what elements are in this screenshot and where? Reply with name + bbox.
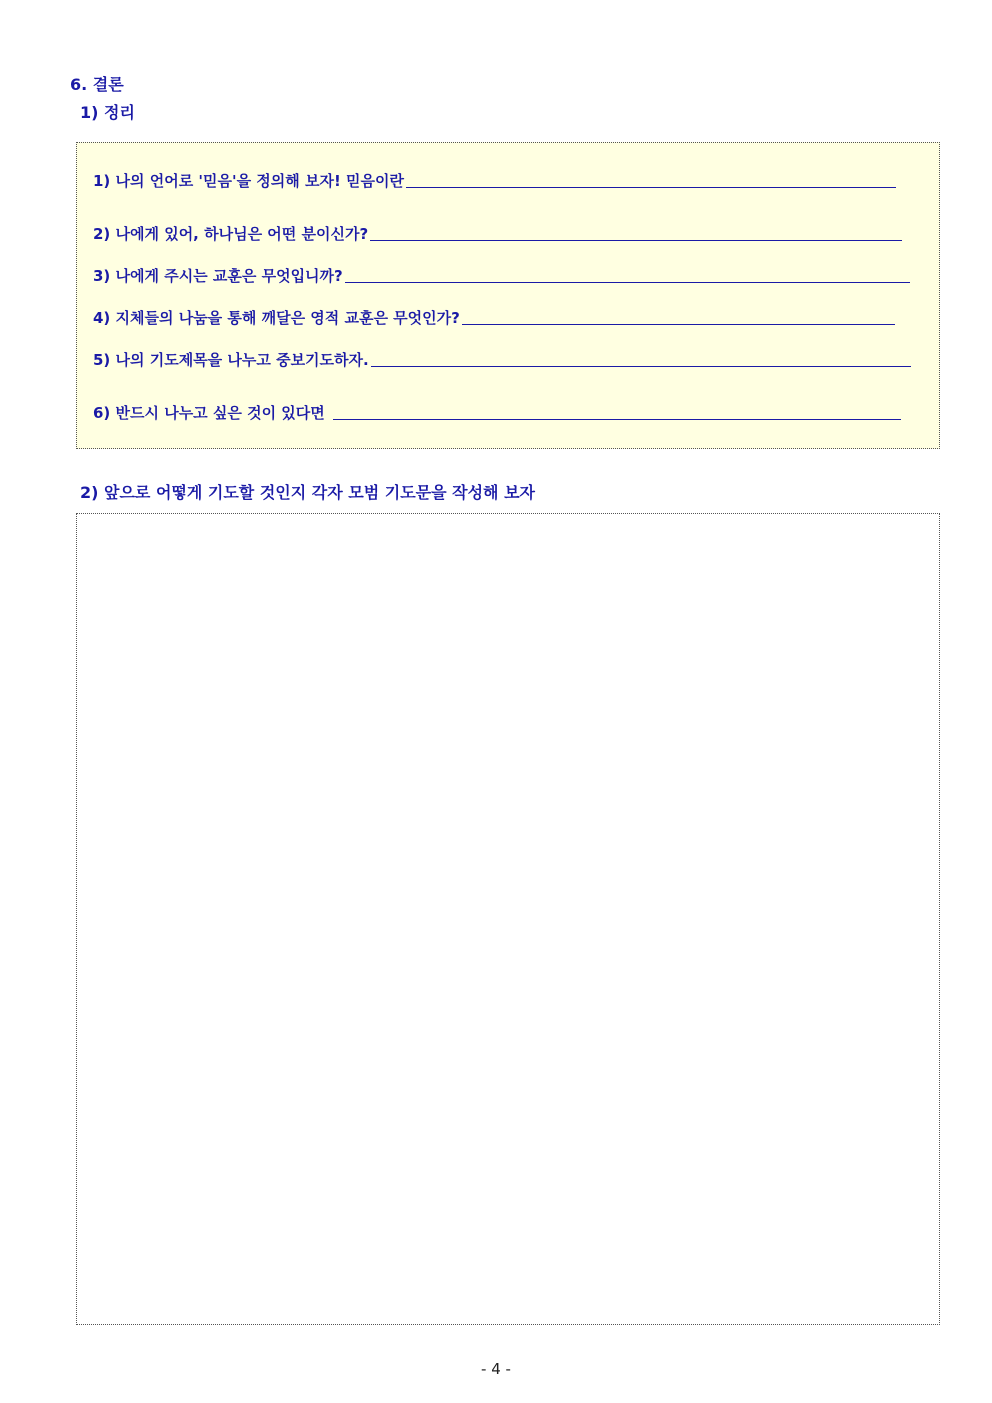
section-title: 6. 결론 <box>70 75 124 94</box>
question-text: 4) 지체들의 나눔을 통해 깨달은 영적 교훈은 무엇인가? <box>93 309 460 327</box>
question-row <box>93 307 895 328</box>
prayer-title: 2) 앞으로 어떻게 기도할 것인지 각자 모범 기도문을 작성해 보자 <box>80 483 535 502</box>
question-row <box>93 170 896 191</box>
question-text: 2) 나에게 있어, 하나님은 어떤 분이신가? <box>93 225 369 243</box>
prayer-writing-area[interactable] <box>76 513 940 1325</box>
answer-line[interactable] <box>370 239 902 241</box>
answer-line[interactable] <box>406 186 896 188</box>
question-text: 5) 나의 기도제목을 나누고 중보기도하자. <box>93 351 369 369</box>
question-row <box>93 402 901 423</box>
answer-line[interactable] <box>345 281 910 283</box>
answer-line[interactable] <box>371 365 911 367</box>
page-number: - 4 - <box>481 1360 511 1378</box>
answer-line[interactable] <box>462 323 895 325</box>
question-row <box>93 349 911 370</box>
question-row <box>93 223 902 244</box>
question-text: 3) 나에게 주시는 교훈은 무엇입니까? <box>93 267 343 285</box>
summary-box <box>76 142 940 449</box>
answer-line[interactable] <box>333 418 901 420</box>
summary-title: 1) 정리 <box>80 103 135 122</box>
question-text: 6) 반드시 나누고 싶은 것이 있다면 <box>93 404 325 422</box>
question-row <box>93 265 910 286</box>
question-text: 1) 나의 언어로 '믿음'을 정의해 보자! 믿음이란 <box>93 172 404 190</box>
